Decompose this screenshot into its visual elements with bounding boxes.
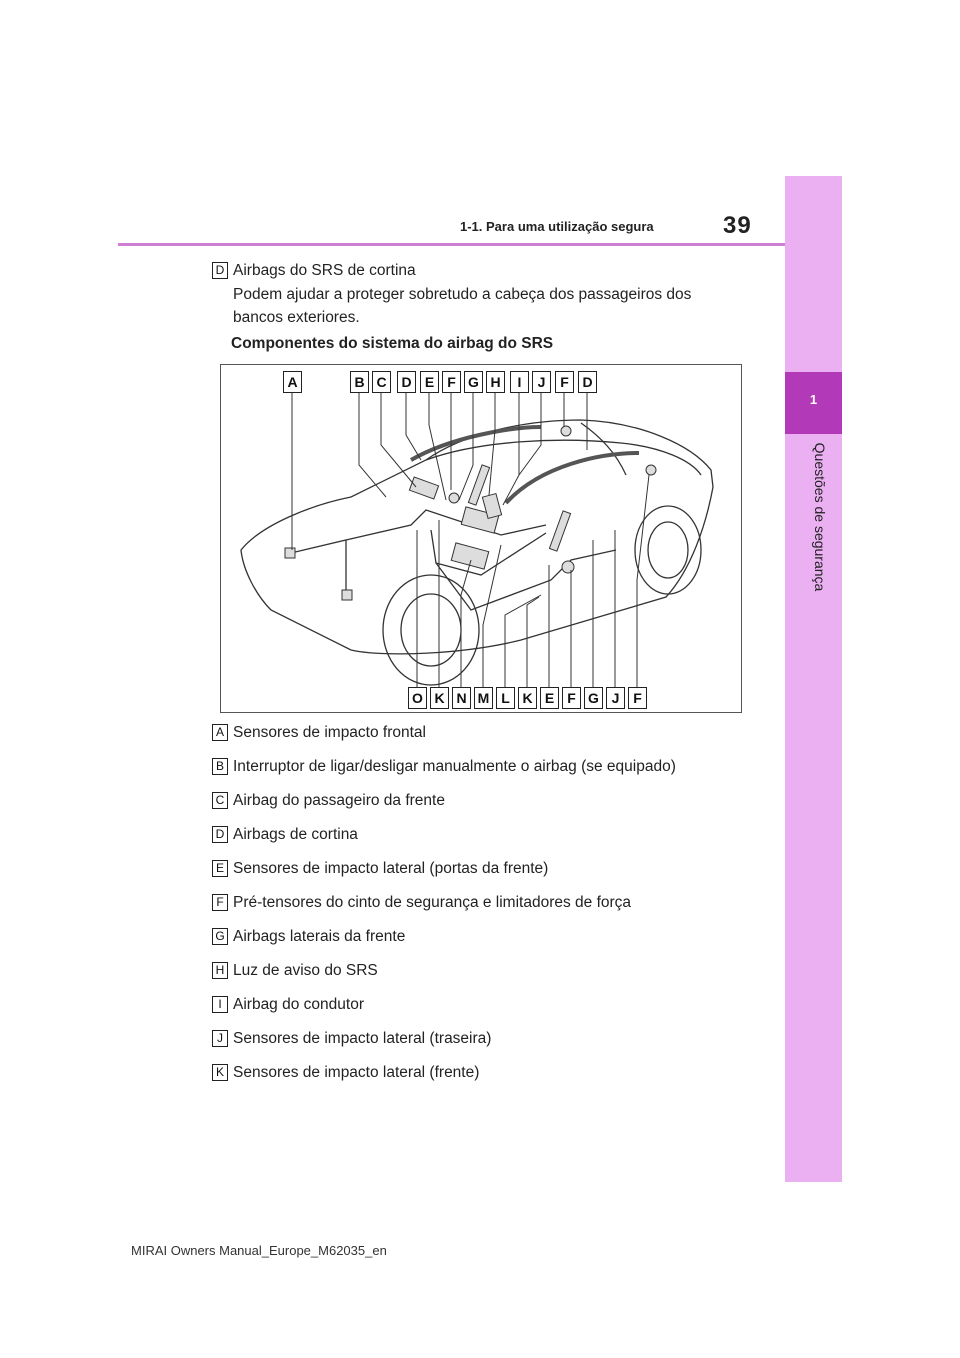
legend-letter: G xyxy=(212,928,228,945)
callout-top-E: E xyxy=(420,371,439,393)
legend-text: Airbag do condutor xyxy=(233,996,364,1013)
legend-letter: J xyxy=(212,1030,228,1047)
legend-letter: C xyxy=(212,792,228,809)
legend-letter: K xyxy=(212,1064,228,1081)
legend-text: Pré-tensores do cinto de segurança e limitadores de força xyxy=(233,894,632,911)
legend-text: Sensores de impacto lateral (portas da frente) xyxy=(233,860,549,877)
callout-bottom-F: F xyxy=(562,687,581,709)
leader-B xyxy=(359,390,386,497)
car-windshield xyxy=(581,423,626,475)
callout-top-H: H xyxy=(486,371,505,393)
callout-bottom-K: K xyxy=(430,687,449,709)
legend-letter: B xyxy=(212,758,228,775)
page-number: 39 xyxy=(723,212,752,239)
legend-letter: A xyxy=(212,724,228,741)
seatbelt-pretensioner-rear xyxy=(646,465,656,475)
callout-top-B: B xyxy=(350,371,369,393)
callout-top-G: G xyxy=(464,371,483,393)
callout-top-F: F xyxy=(442,371,461,393)
leader-L xyxy=(505,595,541,687)
front-sensor-left xyxy=(285,548,295,558)
leader-C xyxy=(381,390,416,487)
chapter-number: 1 xyxy=(809,392,818,407)
rear-wheel xyxy=(635,506,701,594)
intro-letter-box: D xyxy=(212,262,228,279)
rear-pretensioner-top xyxy=(561,426,571,436)
legend-letter: D xyxy=(212,826,228,843)
legend-text: Luz de aviso do SRS xyxy=(233,962,378,979)
legend-text: Sensores de impacto lateral (traseira) xyxy=(233,1030,492,1047)
seatbelt-pretensioner-front xyxy=(562,561,574,573)
callout-bottom-F2: F xyxy=(628,687,647,709)
leader-M xyxy=(483,545,501,687)
legend-letter: I xyxy=(212,996,228,1013)
legend-text: Sensores de impacto lateral (frente) xyxy=(233,1064,480,1081)
callout-top-A: A xyxy=(283,371,302,393)
figure-heading: Componentes do sistema do airbag do SRS xyxy=(231,335,554,352)
callout-top-C: C xyxy=(372,371,391,393)
passenger-airbag xyxy=(409,477,438,499)
manual-footer: MIRAI Owners Manual_Europe_M62035_en xyxy=(131,1243,387,1258)
intro-body-line2: bancos exteriores. xyxy=(233,309,360,326)
airbag-components-diagram xyxy=(220,364,742,713)
legend-text: Airbags laterais da frente xyxy=(233,928,406,945)
leader-H xyxy=(489,390,495,495)
callout-top-D2: D xyxy=(578,371,597,393)
front-sensor-right xyxy=(342,590,352,600)
chapter-title: Questões de segurança xyxy=(812,442,828,592)
side-airbag-front xyxy=(549,511,570,551)
callout-bottom-N: N xyxy=(452,687,471,709)
callout-bottom-K2: K xyxy=(518,687,537,709)
wiring xyxy=(291,510,546,595)
legend-letter: H xyxy=(212,962,228,979)
car-roofline xyxy=(426,440,701,475)
leader-J1 xyxy=(519,390,541,475)
buckle-sensor xyxy=(449,493,459,503)
legend-letter: E xyxy=(212,860,228,877)
front-wheel xyxy=(383,575,479,685)
front-wheel-inner xyxy=(401,594,461,666)
callout-top-D: D xyxy=(397,371,416,393)
leader-K2 xyxy=(527,597,539,687)
chapter-side-tab xyxy=(785,176,842,1182)
curtain-airbag xyxy=(506,453,639,503)
callout-bottom-E: E xyxy=(540,687,559,709)
callout-top-I: I xyxy=(510,371,529,393)
callout-top-F2: F xyxy=(555,371,574,393)
rear-wheel-inner xyxy=(648,522,688,578)
leader-I xyxy=(503,390,519,505)
intro-title: Airbags do SRS de cortina xyxy=(233,262,416,279)
callout-bottom-M: M xyxy=(474,687,493,709)
leader-G1 xyxy=(459,390,473,500)
header-rule xyxy=(118,243,785,246)
leader-F4 xyxy=(637,475,649,687)
intro-body-line1: Podem ajudar a proteger sobretudo a cabeça dos passageiros dos xyxy=(233,286,692,303)
legend-text: Sensores de impacto frontal xyxy=(233,724,426,741)
legend-letter: F xyxy=(212,894,228,911)
callout-bottom-J: J xyxy=(606,687,625,709)
leader-D1 xyxy=(406,390,421,460)
legend-text: Interruptor de ligar/desligar manualmente o airbag (se equipado) xyxy=(233,758,676,775)
legend-text: Airbags de cortina xyxy=(233,826,358,843)
callout-bottom-O: O xyxy=(408,687,427,709)
section-title: 1-1. Para uma utilização segura xyxy=(460,219,654,234)
callout-top-J: J xyxy=(532,371,551,393)
legend-text: Airbag do passageiro da frente xyxy=(233,792,445,809)
callout-bottom-L: L xyxy=(496,687,515,709)
callout-bottom-G: G xyxy=(584,687,603,709)
car-illustration xyxy=(221,365,741,712)
